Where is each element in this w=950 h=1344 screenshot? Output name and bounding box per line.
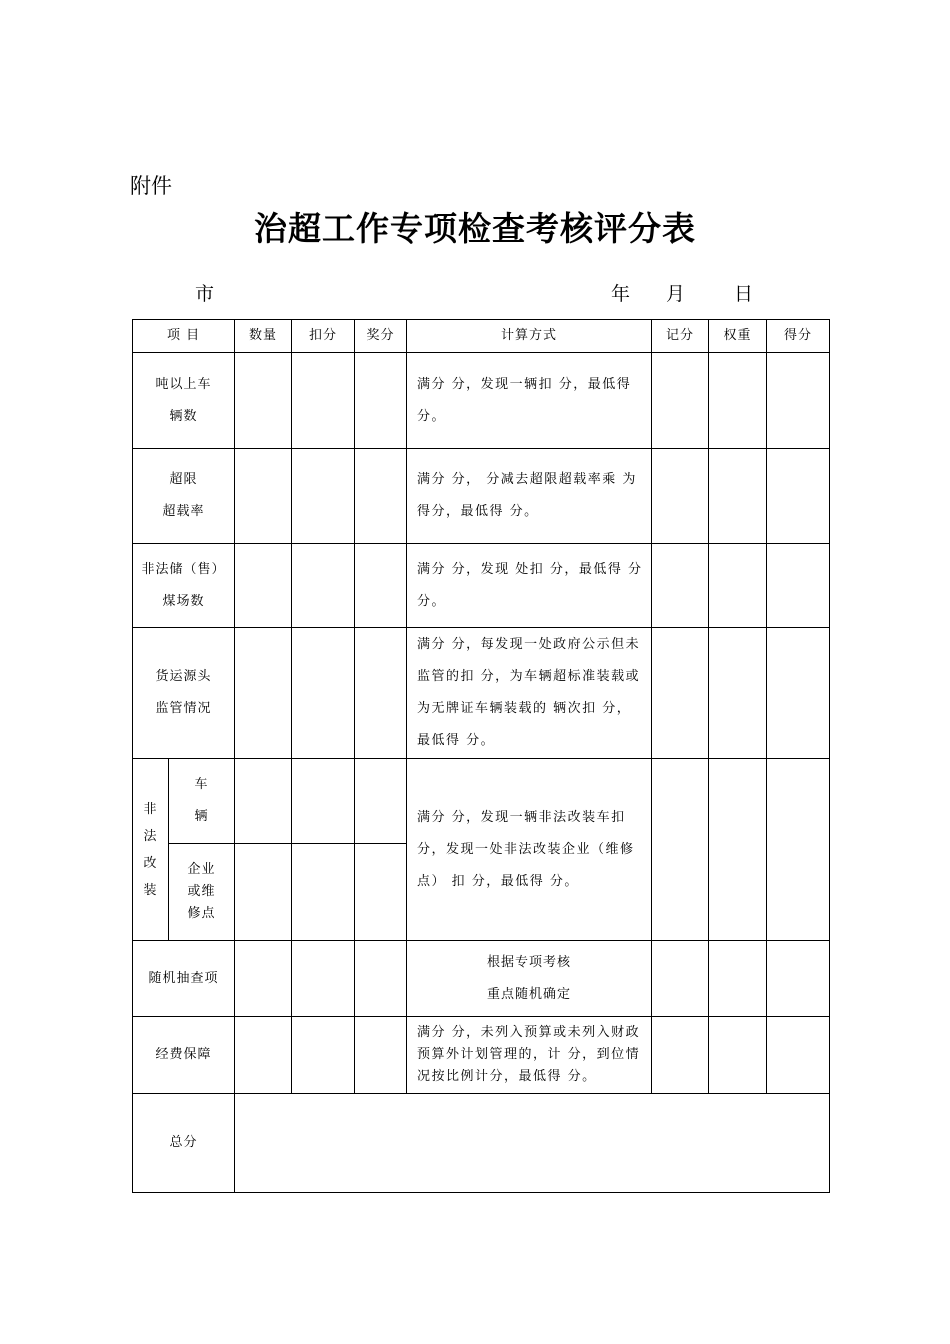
quantity-cell (235, 1017, 292, 1094)
score-cell (767, 353, 830, 449)
deduct-cell (292, 844, 355, 941)
bonus-cell (355, 759, 407, 844)
method-cell: 满分 分，发现 处扣 分，最低得 分 分。 (407, 544, 652, 628)
method-cell: 满分 分，未列入预算或未列入财政预算外计划管理的，计 分，到位情况按比例计分，最低得 分。 (407, 1017, 652, 1094)
subitem-cell-vehicle: 车 辆 (169, 759, 235, 844)
method-cell: 满分 分， 分减去超限超载率乘 为得分，最低得 分。 (407, 449, 652, 544)
year-label: 年 (611, 283, 631, 305)
group-cell-illegal-modification: 非 法 改 装 (133, 759, 169, 941)
deduct-cell (292, 1017, 355, 1094)
deduct-cell (292, 544, 355, 628)
bonus-cell (355, 1017, 407, 1094)
points-cell (652, 628, 709, 759)
quantity-cell (235, 353, 292, 449)
month-label: 月 (666, 283, 686, 305)
score-cell (767, 1017, 830, 1094)
subitem-cell-enterprise: 企业 或维 修点 (169, 844, 235, 941)
weight-cell (709, 449, 767, 544)
weight-cell (709, 628, 767, 759)
col-header-bonus: 奖分 (355, 320, 407, 353)
weight-cell (709, 544, 767, 628)
col-header-points: 记分 (652, 320, 709, 353)
deduct-cell (292, 449, 355, 544)
col-header-weight: 权重 (709, 320, 767, 353)
weight-cell (709, 353, 767, 449)
col-header-deduct: 扣分 (292, 320, 355, 353)
method-cell: 满分 分，发现一辆非法改装车扣 分，发现一处非法改装企业（维修点） 扣 分，最低得 分。 (407, 759, 652, 941)
item-cell: 吨以上车 辆数 (133, 353, 235, 449)
bonus-cell (355, 941, 407, 1017)
deduct-cell (292, 353, 355, 449)
quantity-cell (235, 941, 292, 1017)
table-header-row (133, 320, 830, 353)
score-cell (767, 449, 830, 544)
deduct-cell (292, 628, 355, 759)
deduct-cell (292, 759, 355, 844)
points-cell (652, 759, 709, 941)
item-cell: 超限 超载率 (133, 449, 235, 544)
col-header-item: 项 目 (133, 320, 235, 353)
day-label: 日 (734, 283, 754, 305)
city-label: 市 (195, 283, 215, 305)
col-header-quantity: 数量 (235, 320, 292, 353)
score-table (132, 319, 830, 1193)
method-cell: 满分 分，发现一辆扣 分，最低得 分。 (407, 353, 652, 449)
bonus-cell (355, 449, 407, 544)
deduct-cell (292, 941, 355, 1017)
points-cell (652, 941, 709, 1017)
points-cell (652, 353, 709, 449)
quantity-cell (235, 449, 292, 544)
score-cell (767, 759, 830, 941)
quantity-cell (235, 544, 292, 628)
weight-cell (709, 759, 767, 941)
total-label-cell: 总分 (133, 1094, 235, 1193)
table-row (133, 449, 830, 544)
score-cell (767, 544, 830, 628)
bonus-cell (355, 544, 407, 628)
table-row-total (133, 1094, 830, 1193)
bonus-cell (355, 628, 407, 759)
table-row (133, 628, 830, 759)
bonus-cell (355, 844, 407, 941)
quantity-cell (235, 628, 292, 759)
attachment-label: 附件 (130, 174, 172, 198)
table-row (133, 544, 830, 628)
table-row (133, 353, 830, 449)
points-cell (652, 544, 709, 628)
points-cell (652, 449, 709, 544)
col-header-method: 计算方式 (407, 320, 652, 353)
score-cell (767, 941, 830, 1017)
page-title: 治超工作专项检查考核评分表 (254, 209, 696, 248)
table-row (133, 759, 830, 844)
total-value-cell (235, 1094, 830, 1193)
method-cell: 根据专项考核 重点随机确定 (407, 941, 652, 1017)
bonus-cell (355, 353, 407, 449)
weight-cell (709, 941, 767, 1017)
weight-cell (709, 1017, 767, 1094)
quantity-cell (235, 844, 292, 941)
col-header-score: 得分 (767, 320, 830, 353)
points-cell (652, 1017, 709, 1094)
item-cell: 货运源头 监管情况 (133, 628, 235, 759)
score-cell (767, 628, 830, 759)
table-row (133, 941, 830, 1017)
item-cell: 经费保障 (133, 1017, 235, 1094)
item-cell: 非法储（售） 煤场数 (133, 544, 235, 628)
table-row (133, 1017, 830, 1094)
quantity-cell (235, 759, 292, 844)
method-cell: 满分 分，每发现一处政府公示但未监管的扣 分，为车辆超标准装载或为无牌证车辆装载的 辆次扣 分，最低得 分。 (407, 628, 652, 759)
item-cell: 随机抽查项 (133, 941, 235, 1017)
